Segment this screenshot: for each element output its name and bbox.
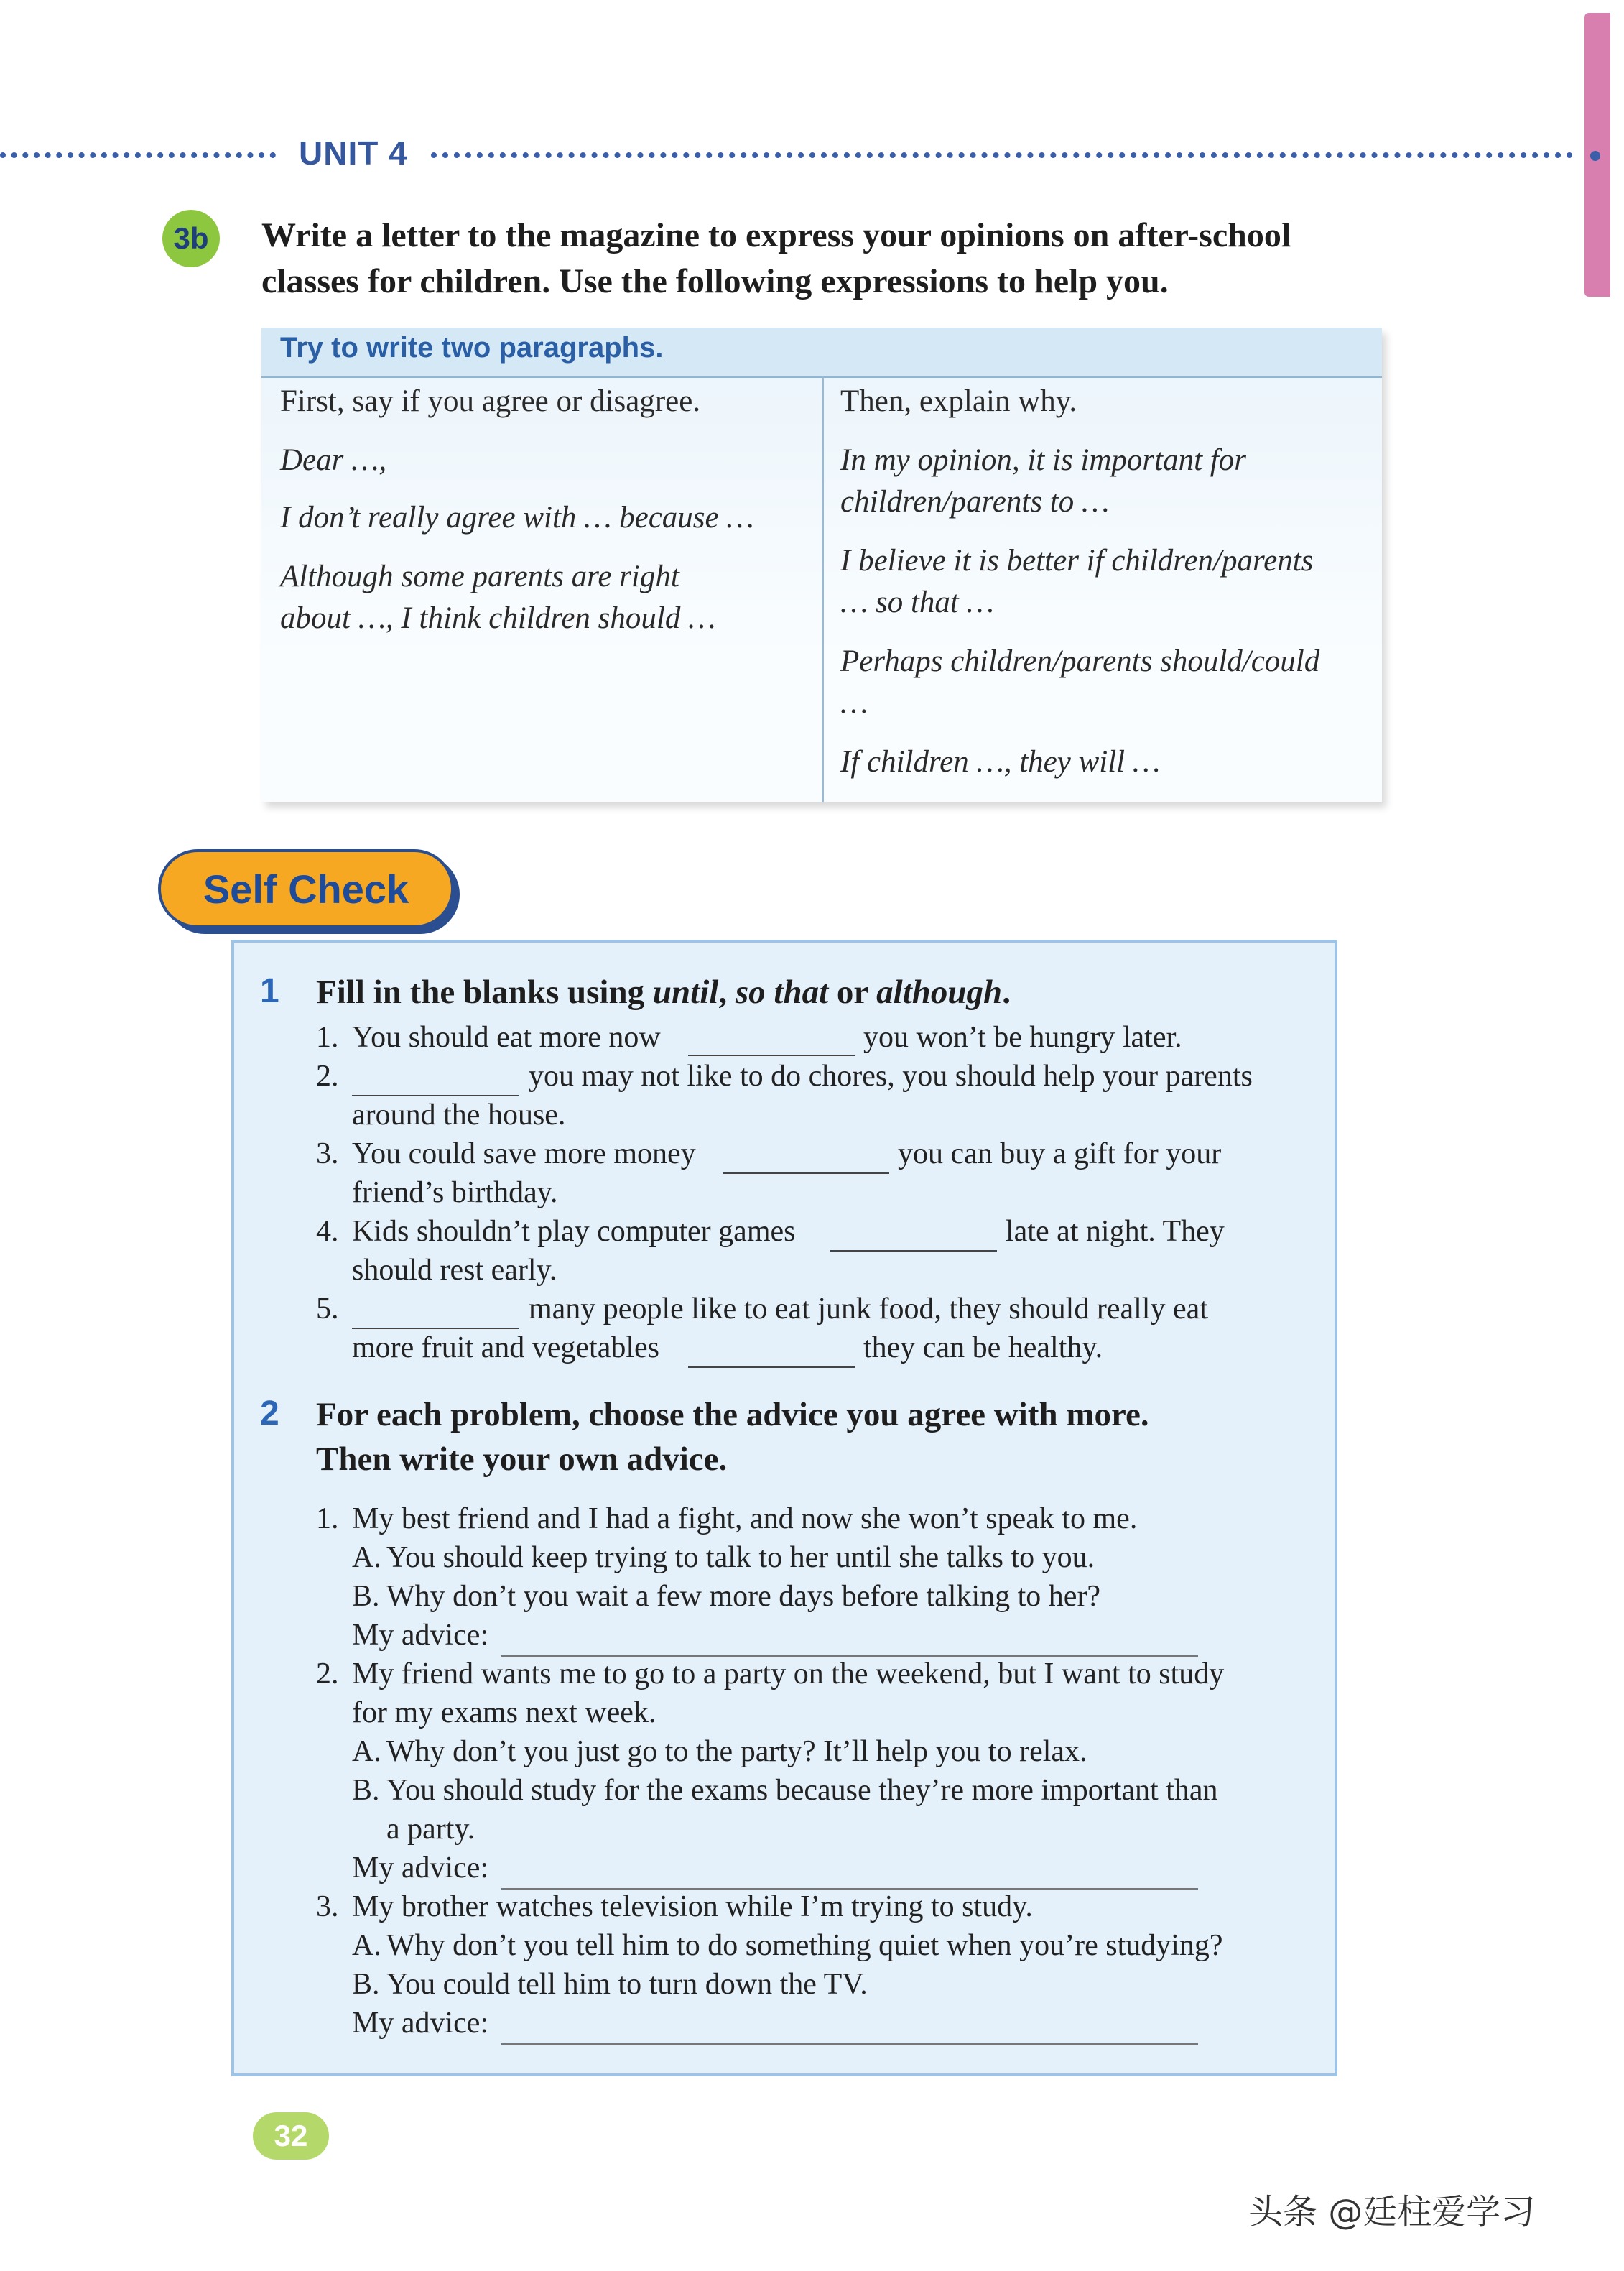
watermark: 头条 @廷柱爱学习 (1248, 2192, 1536, 2232)
q5-number: 5. (316, 1292, 339, 1326)
keyword-although: although (876, 973, 1003, 1011)
p3-option-a-letter: A. (352, 1929, 381, 1962)
title-sep-2: or (828, 973, 877, 1011)
task-3b-instruction (261, 213, 1439, 305)
p3-number: 3. (316, 1890, 339, 1923)
section-2-title-line-1: For each problem, choose the advice you agree with more. (316, 1396, 1149, 1433)
q1-text-b: you won’t be hungry later. (863, 1021, 1182, 1054)
p1-text: My best friend and I had a fight, and now she won’t speak to me. (352, 1502, 1138, 1535)
q4-text-b: late at night. They (1006, 1215, 1225, 1248)
tips-header (261, 328, 1382, 378)
right-expression-3b: … (840, 686, 868, 720)
tips-title: Try to write two paragraphs. (280, 332, 664, 364)
p1-option-a-letter: A. (352, 1541, 381, 1574)
p1-advice-label: My advice: (352, 1619, 489, 1652)
title-end: . (1002, 973, 1011, 1011)
q3-text-a: You could save more money (352, 1137, 696, 1170)
left-expression-3a: Although some parents are right (280, 560, 679, 593)
p3-option-b[interactable]: You could tell him to turn down the TV. (386, 1968, 868, 2001)
p2-option-a[interactable]: Why don’t you just go to the party? It’ll help you to relax. (386, 1735, 1087, 1768)
section-2-number: 2 (260, 1394, 279, 1433)
title-sep-1: , (718, 973, 736, 1011)
q2-text-a: you may not like to do chores, you should help your parents (529, 1060, 1253, 1093)
q5-text-a: many people like to eat junk food, they should really eat (529, 1292, 1208, 1326)
q5-text-b: more fruit and vegetables (352, 1331, 659, 1364)
p2-advice-label: My advice: (352, 1851, 489, 1884)
p3-advice-label: My advice: (352, 2007, 489, 2040)
section-2-title (316, 1392, 1149, 1481)
left-heading: First, say if you agree or disagree. (280, 384, 701, 418)
q4-text-c: should rest early. (352, 1254, 557, 1287)
q5-blank-1[interactable] (352, 1328, 519, 1329)
q4-blank[interactable] (830, 1250, 997, 1252)
right-expression-1b: children/parents to … (840, 485, 1110, 519)
left-expression-1: Dear …, (280, 443, 387, 477)
q2-text-b: around the house. (352, 1099, 566, 1132)
q2-blank[interactable] (352, 1095, 519, 1096)
q3-blank[interactable] (723, 1172, 889, 1174)
q5-blank-2[interactable] (688, 1366, 855, 1368)
task-badge-3b: 3b (162, 210, 220, 267)
instruction-line-2: classes for children. Use the following expressions to help you. (261, 262, 1169, 300)
q1-text-a: You should eat more now (352, 1021, 661, 1054)
p2-option-b-line-1[interactable]: You should study for the exams because they’re more important than (386, 1774, 1218, 1807)
p2-text-line-1: My friend wants me to go to a party on the weekend, but I want to study (352, 1657, 1225, 1690)
q4-text-a: Kids shouldn’t play computer games (352, 1215, 796, 1248)
header-dots-left (0, 152, 276, 158)
p3-option-a[interactable]: Why don’t you tell him to do something quiet when you’re studying? (386, 1929, 1223, 1962)
left-expression-2: I don’t really agree with … because … (280, 501, 754, 535)
p1-option-a[interactable]: You should keep trying to talk to her until she talks to you. (386, 1541, 1095, 1574)
right-expression-2b: … so that … (840, 586, 994, 619)
p3-text: My brother watches television while I’m trying to study. (352, 1890, 1033, 1923)
q1-number: 1. (316, 1021, 339, 1054)
p2-number: 2. (316, 1657, 339, 1690)
right-expression-1a: In my opinion, it is important for (840, 443, 1246, 477)
right-expression-2a: I believe it is better if children/parents (840, 544, 1314, 578)
tips-divider (822, 376, 824, 802)
unit-label: UNIT 4 (299, 134, 408, 172)
p2-text-line-2: for my exams next week. (352, 1696, 656, 1729)
q3-text-b: you can buy a gift for your (898, 1137, 1222, 1170)
keyword-so-that: so that (735, 973, 829, 1011)
p1-option-b-letter: B. (352, 1580, 380, 1613)
p2-option-b-line-2[interactable]: a party. (386, 1813, 475, 1846)
self-check-label: Self Check (203, 866, 409, 912)
p2-option-b-letter: B. (352, 1774, 380, 1807)
q1-blank[interactable] (688, 1055, 855, 1056)
self-check-pill (158, 849, 454, 928)
keyword-until: until (652, 973, 719, 1011)
tips-box (261, 328, 1382, 802)
instruction-line-1: Write a letter to the magazine to express your opinions on after-school (261, 216, 1291, 254)
section-1-number: 1 (260, 972, 279, 1010)
page-number: 32 (253, 2112, 329, 2160)
left-expression-3b: about …, I think children should … (280, 601, 716, 635)
p3-advice-line[interactable] (501, 2043, 1198, 2045)
header-dots-right (431, 152, 1573, 158)
self-check-box (231, 940, 1337, 2076)
q5-text-c: they can be healthy. (863, 1331, 1103, 1364)
p3-option-b-letter: B. (352, 1968, 380, 2001)
section-1-title (316, 970, 1011, 1014)
q2-number: 2. (316, 1060, 339, 1093)
section-2-title-line-2: Then write your own advice. (316, 1440, 728, 1478)
right-expression-3a: Perhaps children/parents should/could (840, 644, 1320, 678)
q3-number: 3. (316, 1137, 339, 1170)
p1-number: 1. (316, 1502, 339, 1535)
q4-number: 4. (316, 1215, 339, 1248)
p1-option-b[interactable]: Why don’t you wait a few more days before talking to her? (386, 1580, 1101, 1613)
section-1-title-text: Fill in the blanks using (316, 973, 653, 1011)
p2-option-a-letter: A. (352, 1735, 381, 1768)
right-expression-4: If children …, they will … (840, 745, 1161, 779)
right-heading: Then, explain why. (840, 384, 1077, 418)
q3-text-c: friend’s birthday. (352, 1176, 558, 1209)
header-dot-end (1590, 151, 1600, 161)
